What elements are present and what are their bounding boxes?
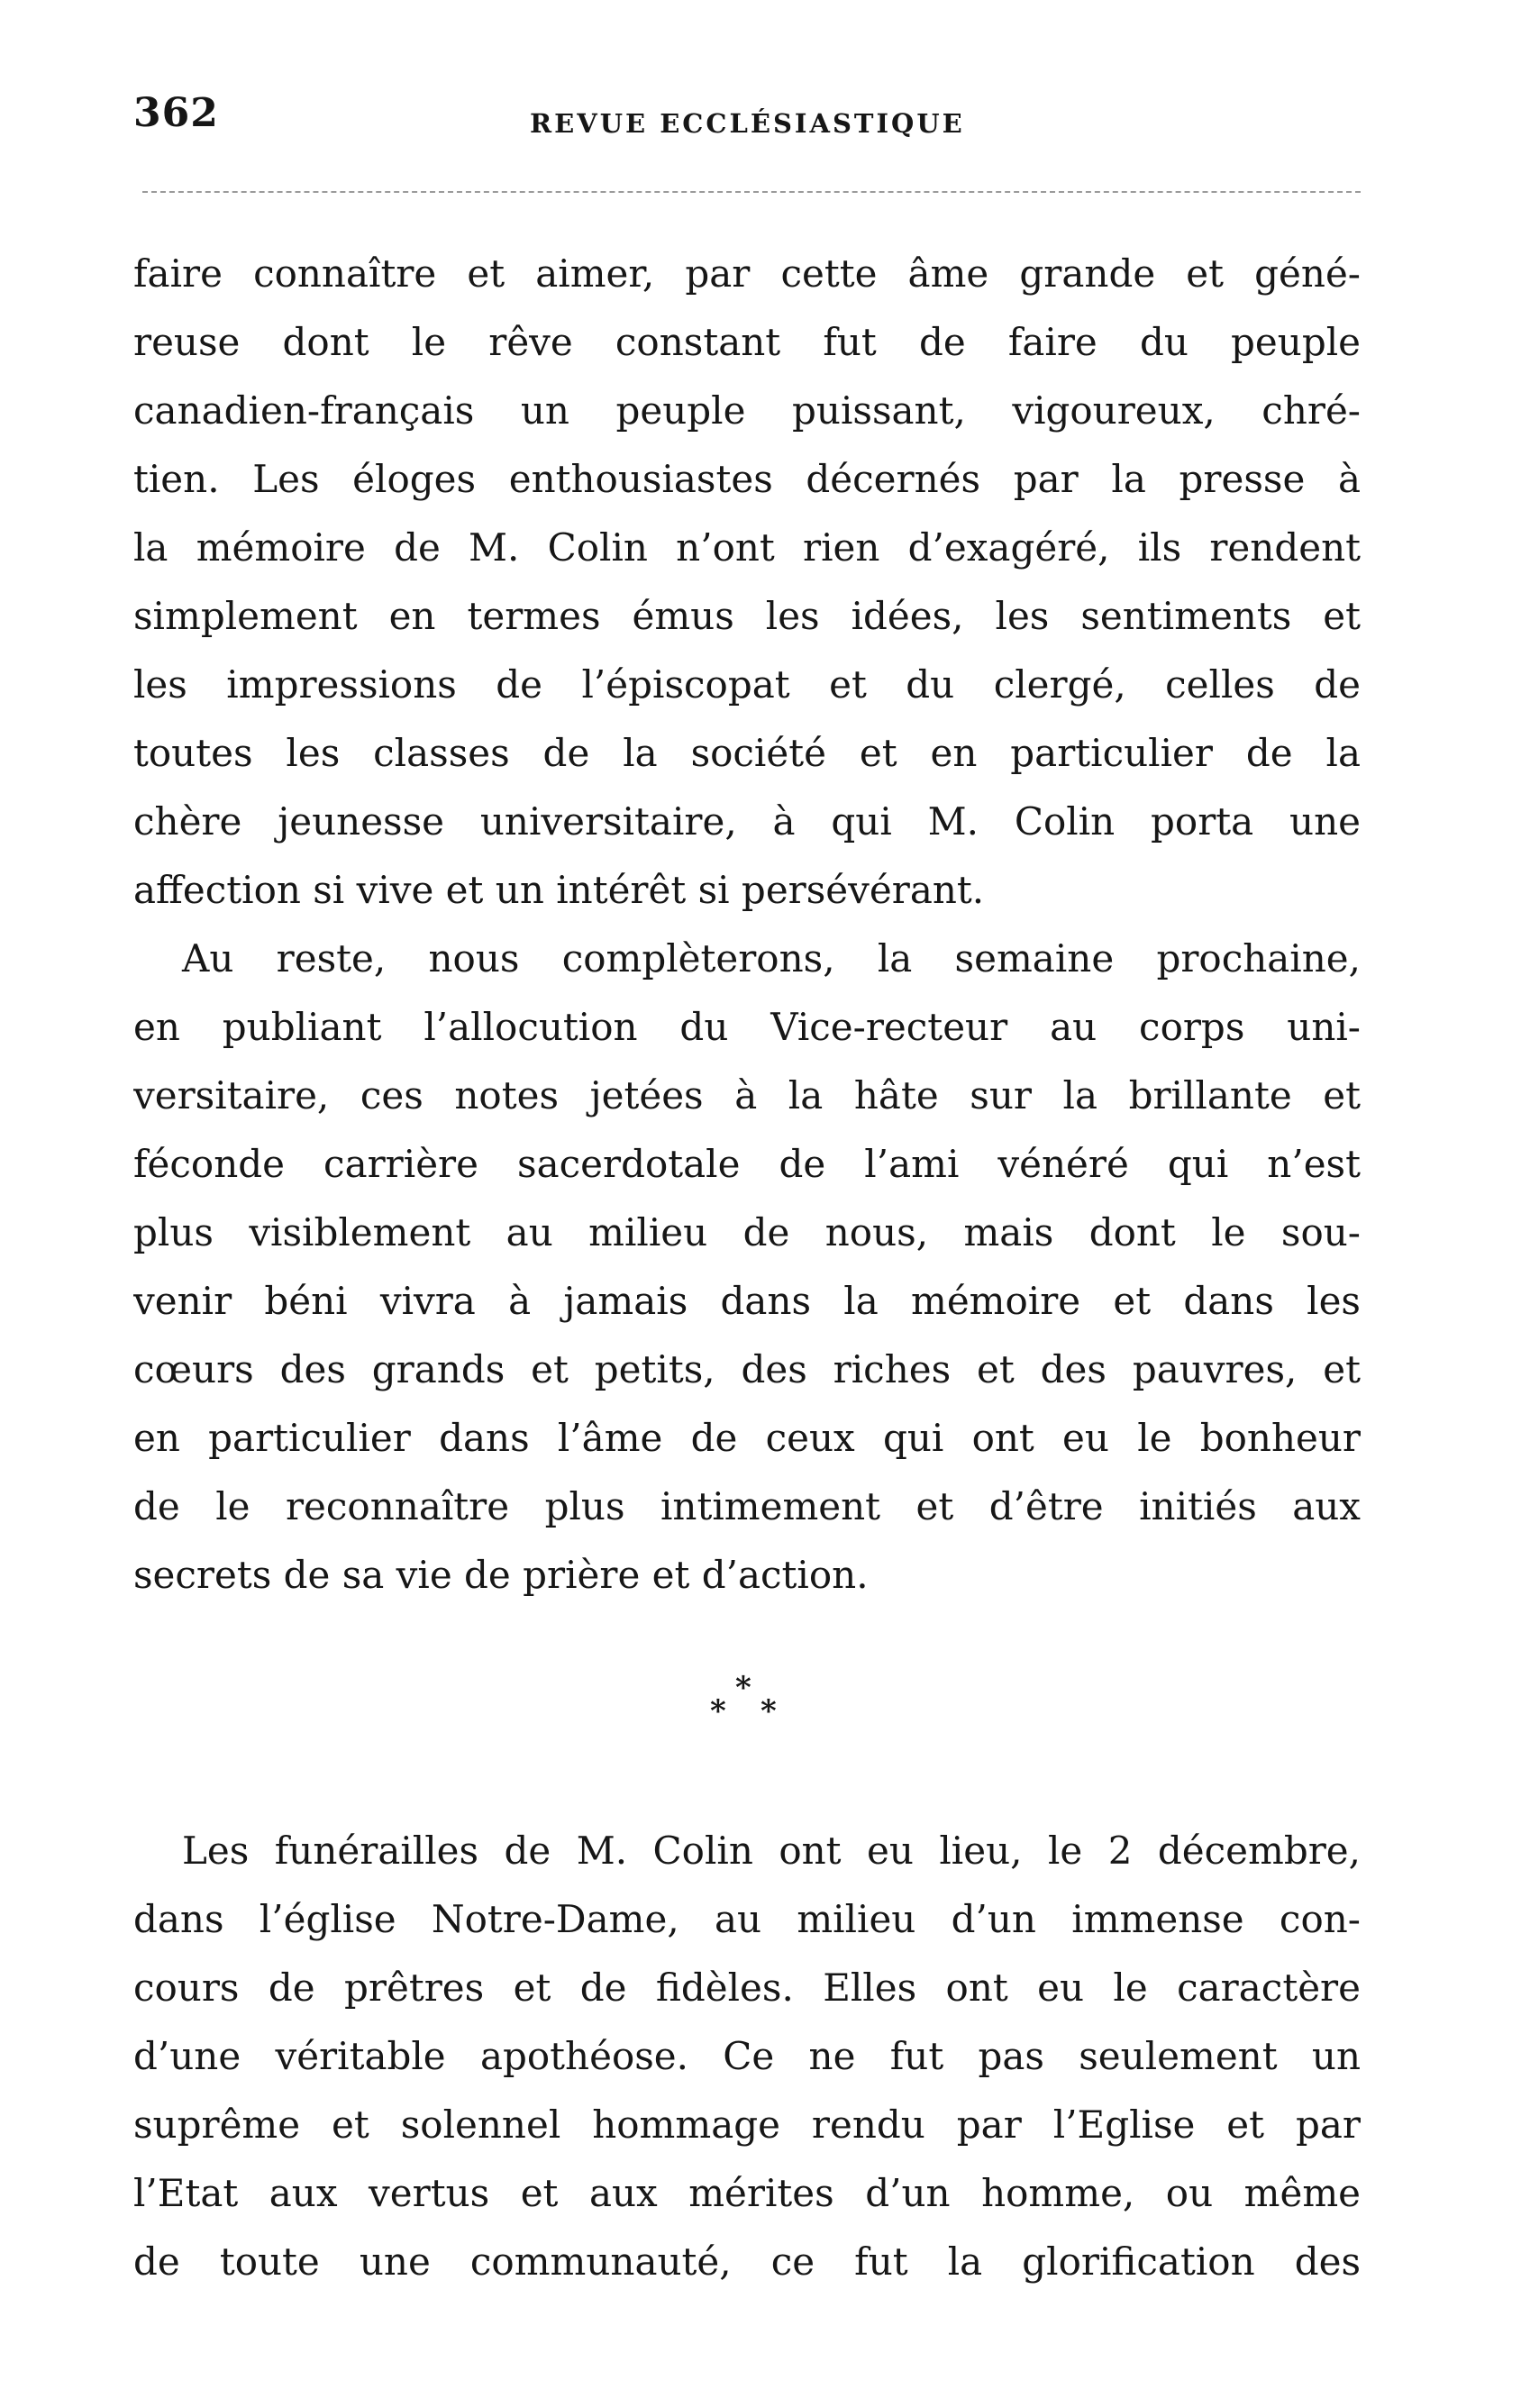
text-line: d’une véritable apothéose. Ce ne fut pas seulement un xyxy=(133,2034,1361,2078)
text-line: la mémoire de M. Colin n’ont rien d’exagéré, ils rendent xyxy=(133,525,1361,570)
text-line: faire connaître et aimer, par cette âme grande et géné- xyxy=(133,251,1361,296)
asterisk: * xyxy=(760,1693,777,1729)
paragraph xyxy=(133,240,1361,925)
text-line: cœurs des grands et petits, des riches et des pauvres, et xyxy=(133,1347,1361,1391)
asterisk: * xyxy=(735,1670,751,1706)
paragraph xyxy=(133,925,1361,1610)
text-line: de toute une communauté, ce fut la glorification des xyxy=(133,2239,1361,2284)
text-line: de le reconnaître plus intimement et d’être initiés aux xyxy=(133,1484,1361,1528)
text-line: l’Etat aux vertus et aux mérites d’un homme, ou même xyxy=(133,2171,1361,2215)
text-line: en publiant l’allocution du Vice-recteur au corps uni- xyxy=(133,1005,1361,1049)
text-line: venir béni vivra à jamais dans la mémoire et dans les xyxy=(133,1279,1361,1323)
text-line: féconde carrière sacerdotale de l’ami vénéré qui n’est xyxy=(133,1142,1361,1186)
text-line: en particulier dans l’âme de ceux qui ont eu le bonheur xyxy=(133,1416,1361,1460)
page-header xyxy=(133,90,1361,144)
text-line: simplement en termes émus les idées, les sentiments et xyxy=(133,594,1361,638)
text-line: Les funérailles de M. Colin ont eu lieu, le 2 décembre, xyxy=(182,1829,1361,1873)
running-title: REVUE ECCLÉSIASTIQUE xyxy=(530,108,965,139)
header-rule xyxy=(142,191,1361,193)
text-line: dans l’église Notre-Dame, au milieu d’un immense con- xyxy=(133,1897,1361,1941)
text-line: chère jeunesse universitaire, à qui M. Colin porta une xyxy=(133,799,1361,844)
text-line: suprême et solennel hommage rendu par l’Eglise et par xyxy=(133,2102,1361,2147)
text-line: versitaire, ces notes jetées à la hâte sur la brillante et xyxy=(133,1073,1361,1117)
text-line: plus visiblement au milieu de nous, mais dont le sou- xyxy=(133,1210,1361,1254)
text-line: les impressions de l’épiscopat et du clergé, celles de xyxy=(133,662,1361,707)
text-line: secrets de sa vie de prière et d’action. xyxy=(133,1553,869,1597)
text-line: Au reste, nous complèterons, la semaine prochaine, xyxy=(182,936,1361,981)
section-separator xyxy=(133,1610,1361,1817)
text-line: toutes les classes de la société et en particulier de la xyxy=(133,731,1361,775)
asterisk: * xyxy=(710,1693,726,1729)
body-text xyxy=(133,240,1361,2296)
paragraph xyxy=(133,1817,1361,2296)
text-line: canadien-français un peuple puissant, vigoureux, chré- xyxy=(133,388,1361,433)
text-line: reuse dont le rêve constant fut de faire du peuple xyxy=(133,320,1361,364)
page-number: 362 xyxy=(133,90,219,136)
text-line: tien. Les éloges enthousiastes décernés par la presse à xyxy=(133,457,1361,501)
text-line: affection si vive et un intérêt si persévérant. xyxy=(133,868,985,912)
text-line: cours de prêtres et de fidèles. Elles ont eu le caractère xyxy=(133,1966,1361,2010)
